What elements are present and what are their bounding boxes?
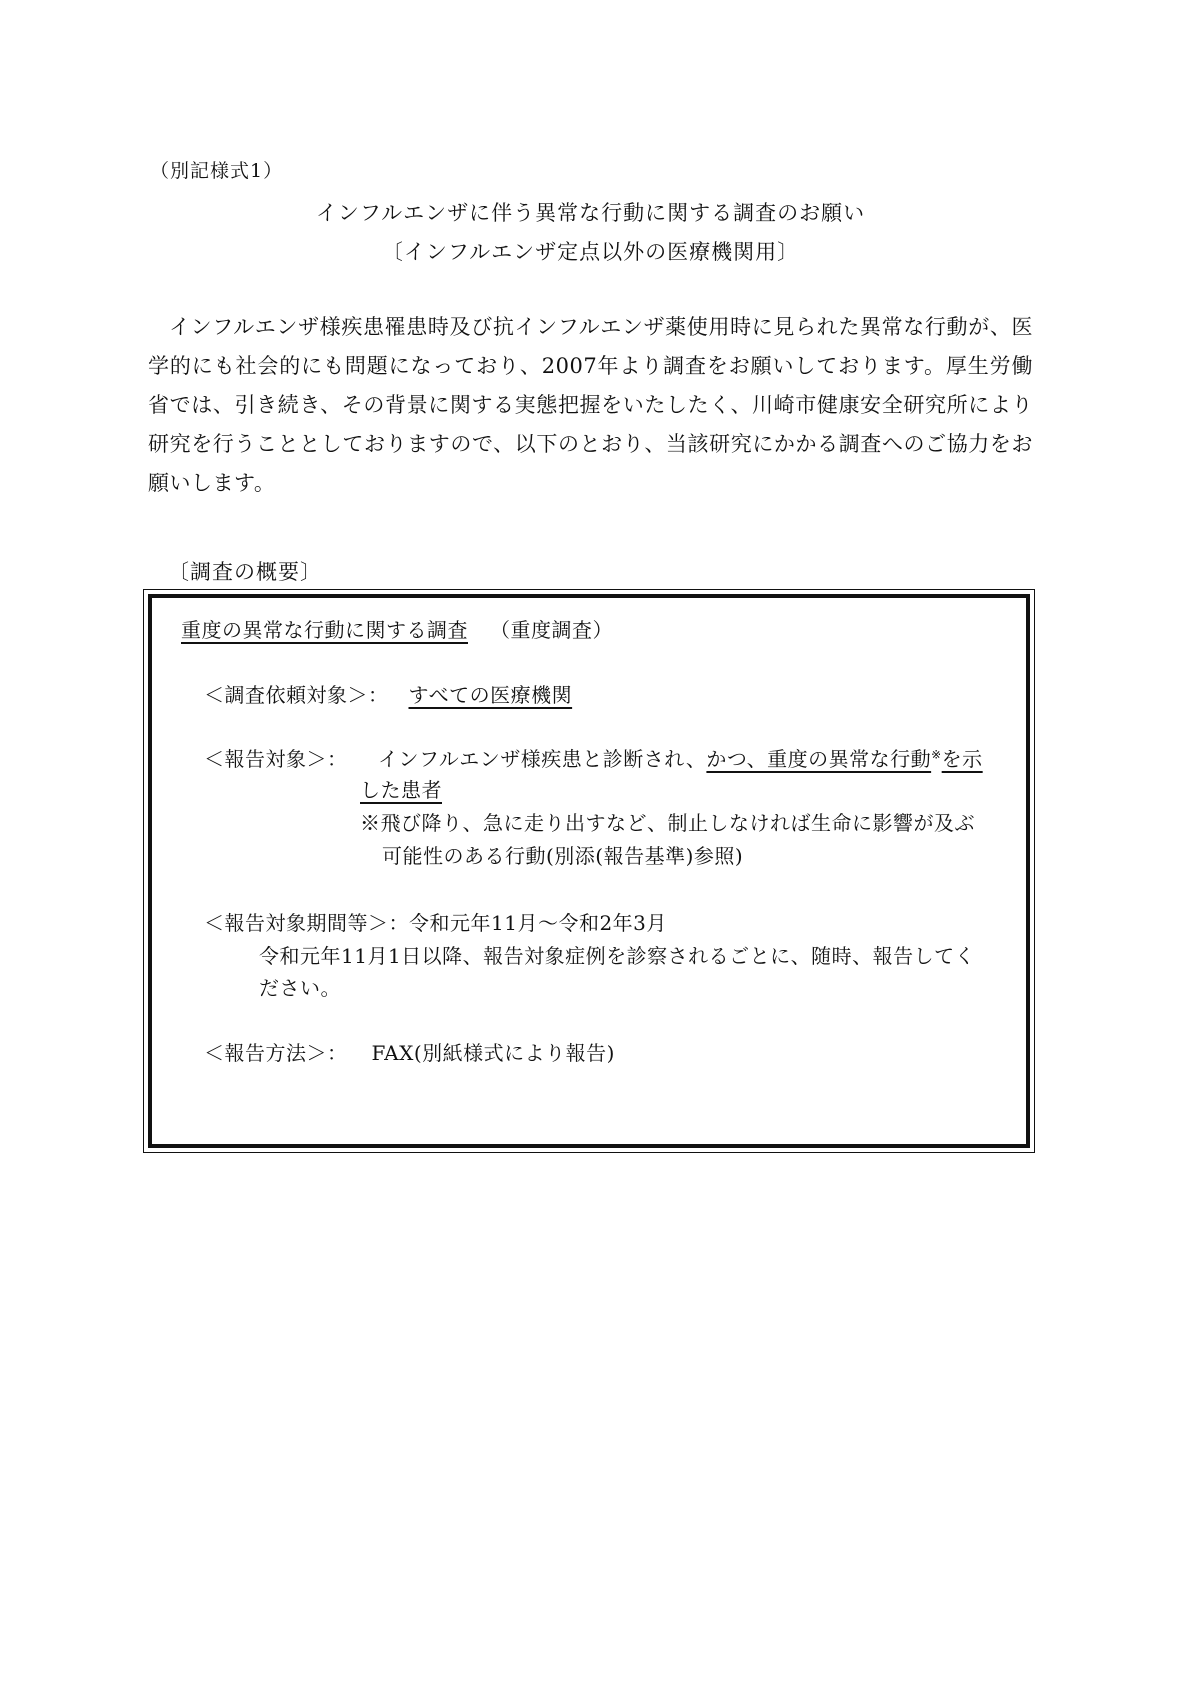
- target-label: ＜調査依頼対象＞：: [204, 683, 389, 707]
- document-subtitle: 〔インフルエンザ定点以外の医療機関用〕: [381, 240, 800, 264]
- target-row: [204, 679, 572, 708]
- report-line-2: [360, 774, 442, 803]
- method-label: ＜報告方法＞：: [204, 1041, 348, 1065]
- report-note-mark: ※: [931, 747, 942, 762]
- target-value: すべての医療機関: [408, 683, 573, 707]
- method-row: [204, 1037, 615, 1066]
- period-note-line-2: ださい。: [259, 976, 341, 1000]
- survey-title: 重度の異常な行動に関する調査: [181, 618, 468, 642]
- report-text-underlined: かつ、重度の異常な行動: [706, 747, 932, 771]
- report-line-1: [378, 743, 983, 772]
- report-label: ＜報告対象＞：: [204, 747, 348, 771]
- report-line-2-text: した患者: [360, 778, 442, 802]
- document-title: インフルエンザに伴う異常な行動に関する調査のお願い: [315, 201, 866, 225]
- note-line-1: ※飛び降り、急に走り出すなど、制止しなければ生命に影響が及ぶ: [360, 811, 975, 835]
- overview-section-label: 〔調査の概要〕: [168, 560, 322, 584]
- period-row: [204, 907, 667, 936]
- report-text: インフルエンザ様疾患と診断され、: [378, 747, 707, 771]
- report-text-underlined-2: を示: [941, 747, 983, 771]
- period-note-line-1: 令和元年11月1日以降、報告対象症例を診察されるごとに、随時、報告してく: [259, 944, 976, 968]
- period-label: ＜報告対象期間等＞：: [204, 911, 409, 935]
- survey-heading: [181, 614, 613, 643]
- period-value: 令和元年11月～令和2年3月: [409, 911, 667, 935]
- method-value: FAX(別紙様式により報告): [371, 1041, 615, 1065]
- intro-paragraph: インフルエンザ様疾患罹患時及び抗インフルエンザ薬使用時に見られた異常な行動が、医学的にも社会的にも問題になっており、2007年より調査をお願いしております。厚生労働省では、引き続き、その背景に関する実態把握をいたしたく、川崎市健康安全研究所により研究を行うこととしておりますので、以下のとおり、当該研究にかかる調査へのご協力をお願いします。: [148, 315, 1033, 495]
- form-label: （別記様式1）: [150, 160, 284, 182]
- overview-box: [143, 589, 1035, 1153]
- note-line-2: 可能性のある行動(別添(報告基準)参照): [382, 844, 744, 868]
- survey-short-title: （重度調査）: [490, 618, 613, 642]
